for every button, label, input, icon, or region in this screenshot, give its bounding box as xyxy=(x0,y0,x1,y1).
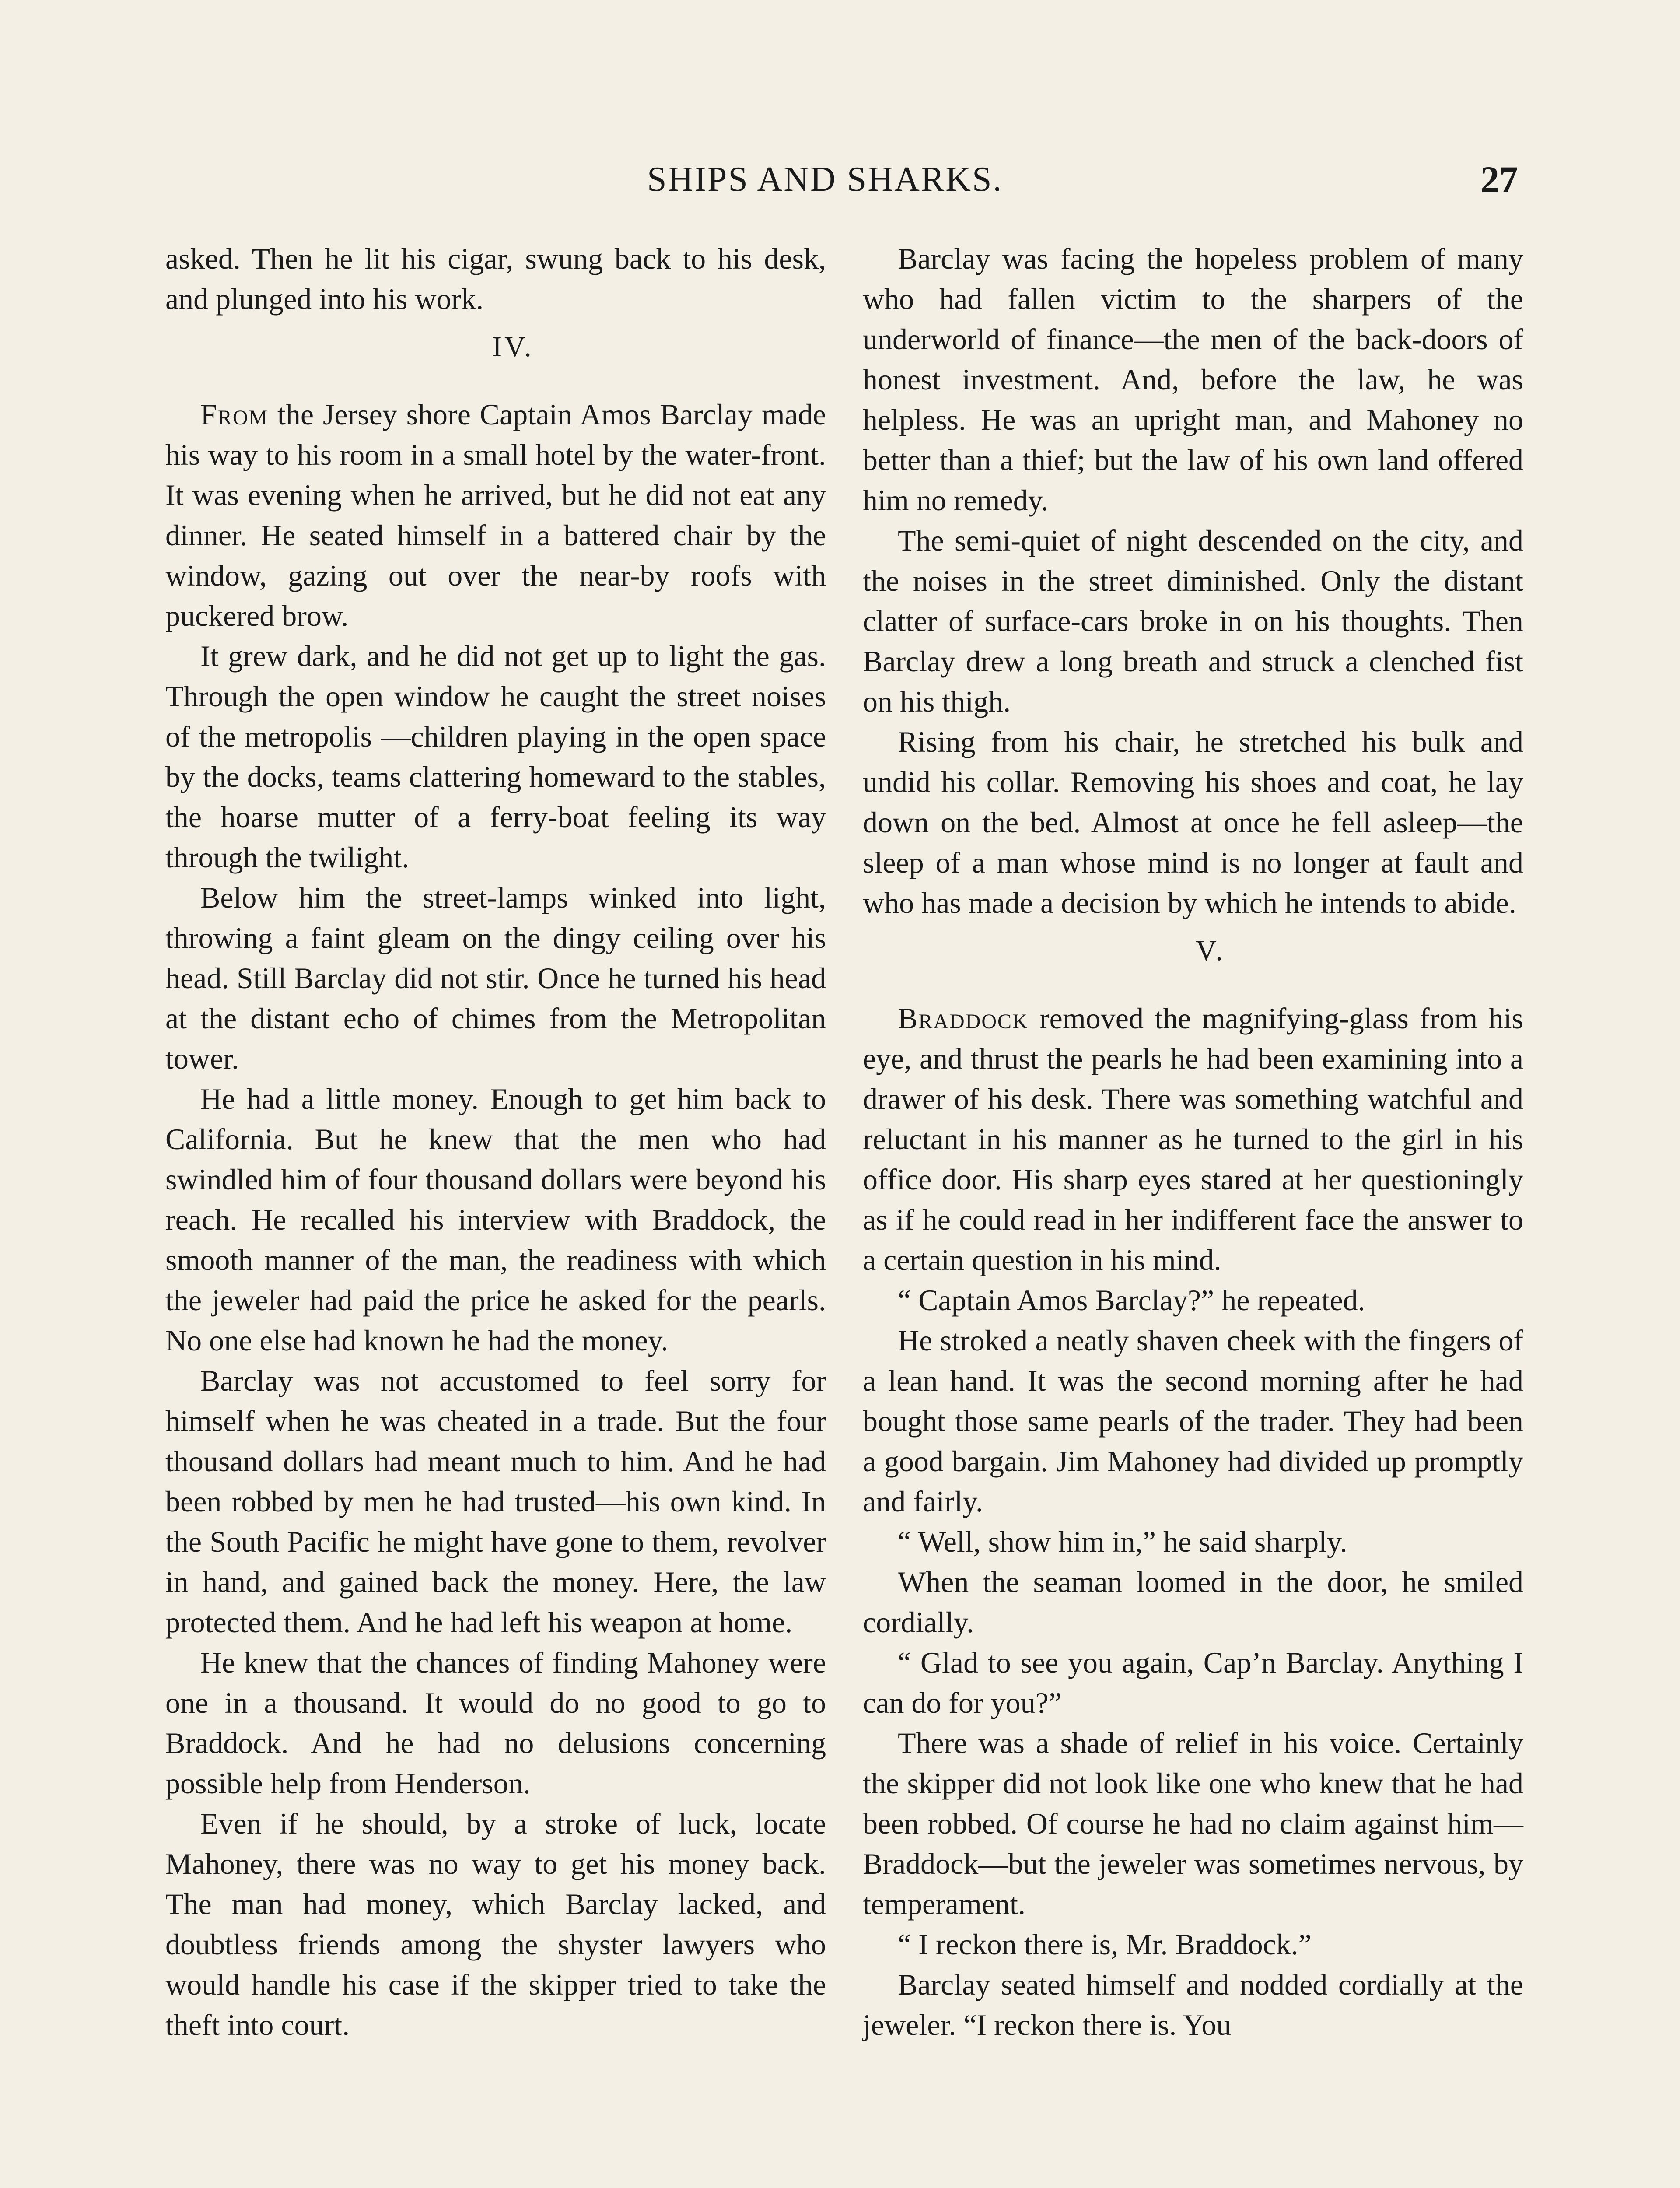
paragraph: He had a little money. Enough to get him back to California. But he knew that the men who had swindled him of four thousand dollars were beyond his reach. He recalled his interview with Braddock, the smooth manner of the man, the readiness with which the jeweler had paid the price he asked for the pearls. No one else had known he had the money. xyxy=(165,1082,826,1357)
paragraph xyxy=(165,394,826,636)
section-heading-v: V. xyxy=(1196,935,1225,967)
paragraph: The semi-quiet of night descended on the city, and the noises in the street diminished. Only the distant clatter of surface-cars broke in on his thoughts. Then Barclay drew a long breath and struck a clenched fist on his thigh. xyxy=(863,524,1523,718)
paragraph: He stroked a neatly shaven cheek with the fingers of a lean hand. It was the second morning after he had bought those same pearls of the trader. They had been a good bargain. Jim Mahoney had divided up promptly and fairly. xyxy=(863,1324,1523,1518)
paragraph: When the seaman loomed in the door, he smiled cordially. xyxy=(863,1565,1523,1639)
lead-in-word: Braddock xyxy=(898,1002,1029,1035)
paragraph: “ Well, show him in,” he said sharply. xyxy=(898,1525,1348,1558)
paragraph: He knew that the chances of finding Mahoney were one in a thousand. It would do no good to go to Braddock. And he had no delusions concerning possible help from Henderson. xyxy=(165,1646,826,1800)
paragraph: Below him the street-lamps winked into light, throwing a faint gleam on the dingy ceiling over his head. Still Barclay did not stir. Once he turned his head at the distant echo of chimes from the Metropolitan tower. xyxy=(165,881,826,1075)
paragraph: “ Captain Amos Barclay?” he repeated. xyxy=(898,1283,1365,1317)
paragraph: Rising from his chair, he stretched his bulk and undid his collar. Removing his shoes and coat, he lay down on the bed. Almost at once he fell asleep—the sleep of a man whose mind is no longer at fault and who has made a decision by which he intends to abide. xyxy=(863,725,1523,919)
paragraph: Even if he should, by a stroke of luck, locate Mahoney, there was no way to get his money back. The man had money, which Barclay lacked, and doubtless friends among the shyster lawyers who would handle his case if the skipper tried to take the theft into court. xyxy=(165,1807,826,2041)
paragraph: “ I reckon there is, Mr. Braddock.” xyxy=(898,1928,1312,1961)
right-column xyxy=(863,238,1523,2045)
paragraph: There was a shade of relief in his voice. Certainly the skipper did not look like one who knew that he had been robbed. Of course he had no claim against him—Braddock—but the jeweler was sometimes nervous, by temperament. xyxy=(863,1726,1523,1921)
left-column xyxy=(165,238,826,2045)
section-heading-iv: IV. xyxy=(492,331,534,363)
paragraph-text: removed the magnifying-glass from his eye, and thrust the pearls he had been examining into a drawer of his desk. There was something watchful and reluctant in his manner as he turned to the girl in his office door. His sharp eyes stared at her questioningly as if he could read in her indifferent face the answer to a certain question in his mind. xyxy=(863,1002,1523,1276)
paragraph: Barclay was not accustomed to feel sorry for himself when he was cheated in a trade. But the four thousand dollars had meant much to him. And he had been robbed by men he had trusted—his own kind. In the South Pacific he might have gone to them, revolver in hand, and gained back the money. Here, the law protected them. And he had left his weapon at home. xyxy=(165,1364,826,1639)
page-number: 27 xyxy=(1480,158,1518,200)
lead-in-word: From xyxy=(200,398,269,431)
running-head: SHIPS AND SHARKS. xyxy=(647,160,1003,199)
paragraph xyxy=(863,998,1523,1280)
paragraph: Barclay seated himself and nodded cordially at the jeweler. “I reckon there is. You xyxy=(863,1968,1523,2041)
paragraph: Barclay was facing the hopeless problem of many who had fallen victim to the sharpers of the underworld of finance—the men of the back-doors of honest investment. And, before the law, he was helpless. He was an upright man, and Mahoney no better than a thief; but the law of his own land offered him no remedy. xyxy=(863,242,1523,517)
paragraph: “ Glad to see you again, Cap’n Barclay. Anything I can do for you?” xyxy=(863,1646,1523,1719)
paragraph: It grew dark, and he did not get up to light the gas. Through the open window he caught the street noises of the metropolis —children playing in the open space by the docks, teams clattering homeward to the stables, the hoarse mutter of a ferry-boat feeling its way through the twilight. xyxy=(165,639,826,874)
paragraph-text: the Jersey shore Captain Amos Barclay made his way to his room in a small hotel by the water-front. It was evening when he arrived, but he did not eat any dinner. He seated himself in a battered chair by the window, gazing out over the near-by roofs with puckered brow. xyxy=(165,398,826,632)
paragraph: asked. Then he lit his cigar, swung back to his desk, and plunged into his work. xyxy=(165,242,826,316)
